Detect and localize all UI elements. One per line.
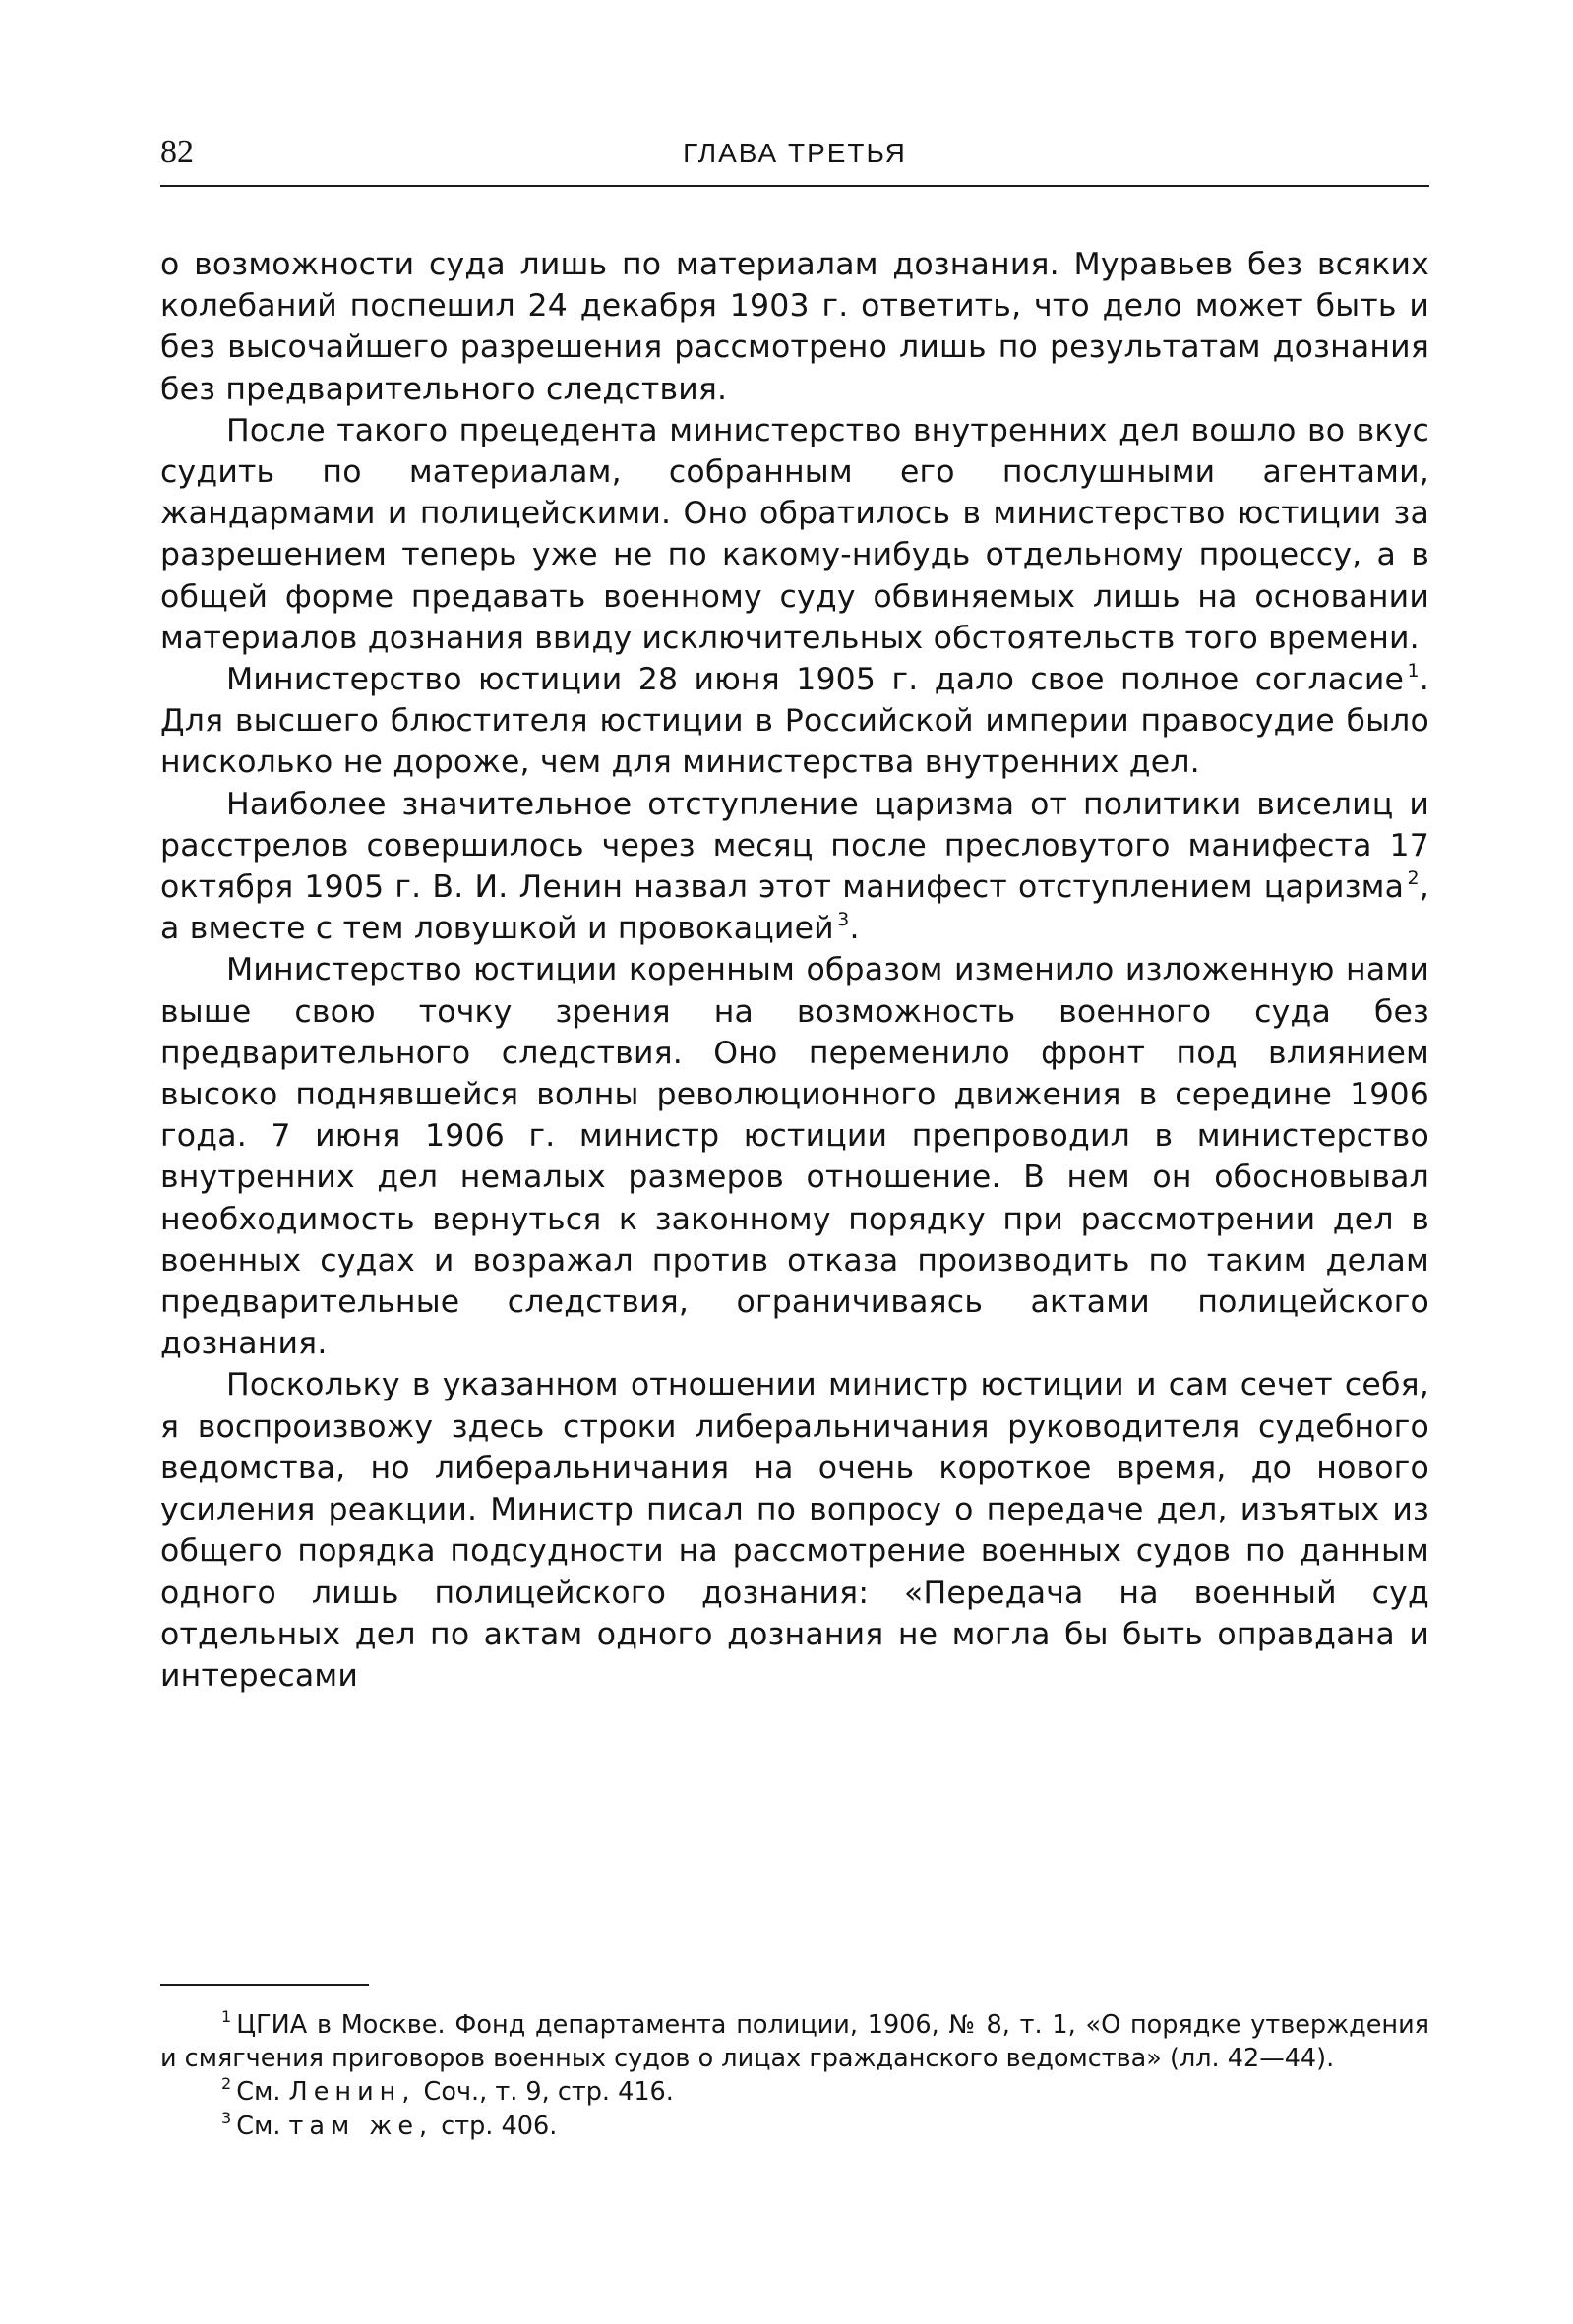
paragraph-1: о возможности суда лишь по материалам дознания. Муравьев без всяких колебаний поспешил 24 декабря 1903 г. ответить, что дело может быть и без высочайшего разрешения рассмотрено лишь по результатам дознания без предварительного следствия. [160, 247, 1429, 407]
footnote-3-see: См. [236, 2111, 281, 2141]
footnote-3-source: стр. 406. [441, 2111, 558, 2141]
footnote-2-number: 2 [221, 2074, 232, 2094]
paragraph-4-text-b: , а вместе с тем ловушкой и провокацией [160, 869, 1429, 947]
footnote-2-author: Ленин, [288, 2077, 416, 2108]
footnote-3 [160, 2110, 1429, 2143]
paragraph-6: Поскольку в указанном отношении министр юстиции и сам сечет себя, я воспроизвожу здесь строки либеральничания руководителя судебного ведомства, но либеральничания на очень короткое время, до нового усиления реакции. Министр писал по вопросу о передаче дел, изъятых из общего порядка подсудности на рассмотрение военных судов по данным одного лишь полицейского дознания: «Передача на военный суд отдельных дел по актам одного дознания не могла бы быть оправдана и интересами [160, 1367, 1429, 1694]
footnote-ref-3: 3 [837, 909, 850, 931]
paragraph-3 [160, 659, 1429, 784]
paragraph-5: Министерство юстиции коренным образом изменило изложенную нами выше свою точку зрения на возможность военного суда без предварительного следствия. Оно переменило фронт под влиянием высоко поднявшейся волны революционного движения в середине 1906 года. 7 июня 1906 г. министр юстиции препроводил в министерство внутренних дел немалых размеров отношение. В нем он обосновывал необходимость вернуться к законному порядку при рассмотрении дел в военных судах и возражал против отказа производить по таким делам предварительные следствия, ограничиваясь актами полицейского дознания. [160, 952, 1429, 1362]
chapter-title: ГЛАВА ТРЕТЬЯ [683, 138, 907, 168]
running-head [160, 130, 1429, 181]
footnote-ref-2: 2 [1407, 867, 1420, 890]
paragraph-3-text-a: Министерство юстиции 28 июня 1905 г. дало свое полное согласие [226, 662, 1405, 698]
footnote-ref-1: 1 [1407, 660, 1420, 683]
footnote-rule [160, 1984, 369, 1986]
main-text [160, 244, 1429, 1697]
paragraph-4-text-c: . [849, 911, 860, 947]
header-rule [160, 185, 1429, 187]
paragraph-4-text-a: Наиболее значительное отступление царизма от политики виселиц и расстрелов совершилось через месяц после пресловутого манифеста 17 октября 1905 г. В. И. Ленин назвал этот манифест отступлением царизма [160, 786, 1429, 906]
book-page [160, 0, 1429, 2324]
footnote-3-ibid: там же, [288, 2111, 434, 2141]
paragraph-2: После такого прецедента министерство внутренних дел вошло во вкус судить по материалам, собранным его послушными агентами, жандармами и полицейскими. Оно обратилось в министерство юстиции за разрешением теперь уже не по какому-нибудь отдельному процессу, а в общей форме предавать военному суду обвиняемых лишь на основании материалов дознания ввиду исключительных обстоятельств того времени. [160, 412, 1429, 656]
footnotes [160, 2008, 1429, 2143]
page-number: 82 [160, 134, 194, 170]
footnote-2-see: См. [236, 2077, 281, 2108]
footnote-2 [160, 2075, 1429, 2109]
footnote-2-source: Соч., т. 9, стр. 416. [423, 2077, 674, 2108]
footnote-1 [160, 2008, 1429, 2075]
paragraph-3-text-b: . Для высшего блюстителя юстиции в Российской империи правосудие было нисколько не дороже, чем для министерства внутренних дел. [160, 662, 1429, 781]
footnote-1-number: 1 [221, 2007, 232, 2026]
footnote-1-text: ЦГИА в Москве. Фонд департамента полиции, 1906, № 8, т. 1, «О порядке утверждения и смягчения приговоров военных судов о лицах гражданского ведомства» (лл. 42—44). [160, 2010, 1429, 2074]
paragraph-4 [160, 784, 1429, 950]
footnote-3-number: 3 [221, 2108, 232, 2127]
